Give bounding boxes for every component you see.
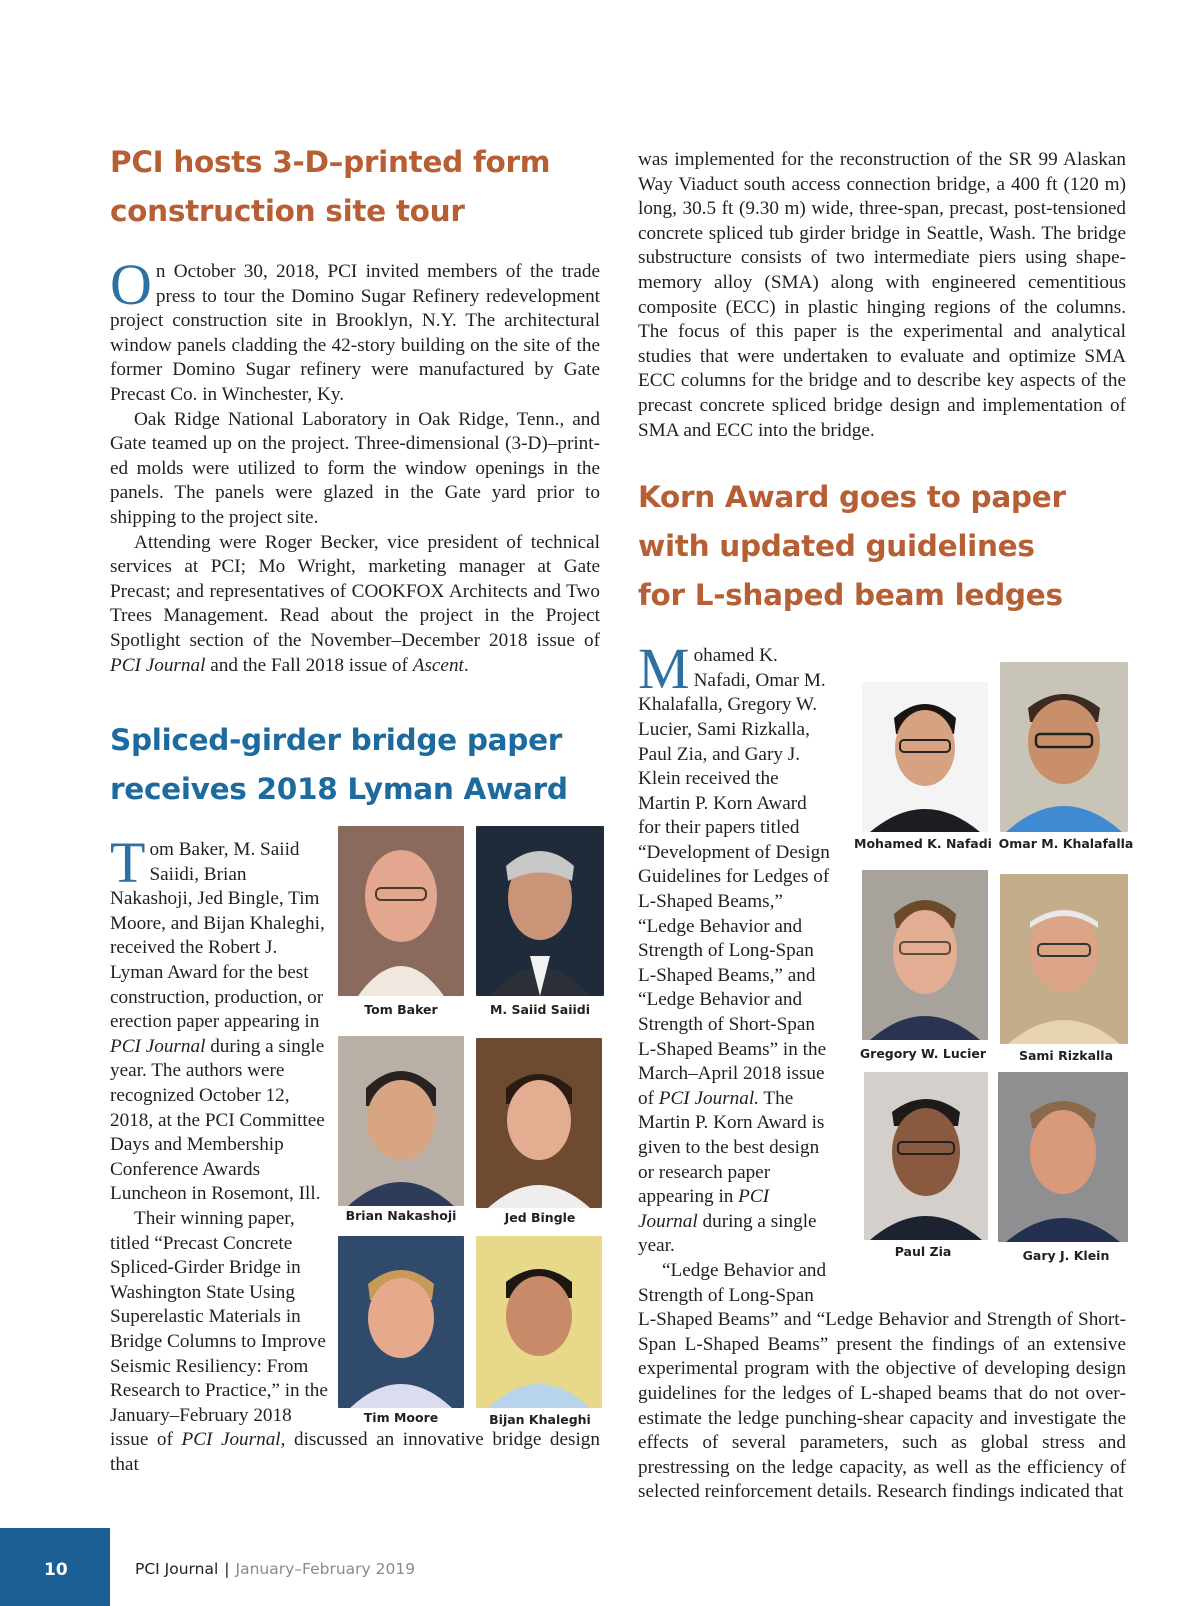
author-photo <box>338 1036 464 1206</box>
author-photo-card <box>994 662 1138 862</box>
journal-name: PCI Journal <box>110 1035 206 1057</box>
photo-caption: Gregory W. Lucier <box>859 1046 987 1061</box>
paragraph: ohamed K. Nafadi, Omar M. Khalafalla, Gregory W. Lucier, Sami Rizkalla, Paul Zia, and Gary J. Klein received the Martin P. Korn Award for their papers titled “Development of Design Guidelines for Ledges of L-Shaped Beams,” “Ledge Behavior and Strength of Long-Span L-Shaped Beams,” and “Ledge Behavior and Strength of Short-Span L-Shaped Beams” in the March–April 2018 issue of PCI Journal. The Martin P. Korn Award is given to the best design or research paper appearing in PCI Journal during a single year. <box>638 645 830 1257</box>
paragraph: Oak Ridge National Laboratory in Oak Ridge, Tenn., and Gate teamed up on the project. Three-dimensional (3-D)–printed molds were utilized to form the window openings in the panels. The panels were glazed in the Gate yard prior to shipping to the project site. <box>110 408 600 528</box>
photo-caption: Sami Rizkalla <box>1018 1048 1114 1063</box>
photo-caption: Jed Bingle <box>504 1210 576 1225</box>
author-photo-card <box>852 870 994 1070</box>
author-photo-card <box>852 1072 994 1274</box>
author-photo-card <box>336 1236 466 1432</box>
author-photo-card <box>336 826 466 1017</box>
title-line: receives 2018 Lyman Award <box>110 772 568 807</box>
article-3d-printed-tour <box>110 138 600 678</box>
photo-caption: Brian Nakashoji <box>345 1208 457 1223</box>
author-photo <box>476 826 604 996</box>
paragraph: issue of PCI Journal, discussed an innovative bridge design that <box>110 1429 600 1475</box>
author-photo <box>476 1236 602 1408</box>
author-photo-card <box>852 662 994 862</box>
author-photo-card <box>336 1036 466 1226</box>
title-line: Spliced-girder bridge paper <box>110 723 563 758</box>
photo-caption: Gary J. Klein <box>1022 1248 1110 1263</box>
title-line: construction site tour <box>110 194 465 228</box>
title-line: Korn Award goes to paper <box>638 480 1066 515</box>
journal-name: PCI Journal <box>638 1186 770 1232</box>
author-photo <box>1000 874 1128 1044</box>
running-footer <box>135 1560 415 1578</box>
journal-name: Ascent <box>412 654 464 676</box>
article-title <box>110 716 600 814</box>
photo-caption: Bijan Khaleghi <box>489 1412 591 1427</box>
footer-separator: | <box>224 1560 230 1578</box>
drop-cap: T <box>110 830 146 896</box>
paragraph: Attending were Roger Becker, vice president of technical services at PCI; Mo Wright, marketing manager at Gate Precast; and representatives of COOKFOX Architects and Two Trees Management. Read about the project in the Project Spotlight section of the November–December 2018 issue of PCI Journal and the Fall 2018 issue of Ascent. <box>110 531 600 676</box>
title-line: with updated guidelines <box>638 529 1035 564</box>
author-photo-card <box>472 1236 608 1432</box>
paragraph: om Baker, M. Saiid Saiidi, Brian Nakashoji, Jed Bingle, Tim Moore, and Bijan Khaleghi, received the Robert J. Lyman Award for the best construction, production, or erection paper appearing in PCI Journal during a single year. The authors were recognized October 12, 2018, at the PCI Committee Days and Membership Conference Awards Luncheon in Rosemont, Ill. <box>110 839 325 1205</box>
author-photo <box>338 826 464 996</box>
author-photo-card <box>472 1036 608 1226</box>
author-photo <box>862 682 988 832</box>
paragraph: Their winning paper, titled “Precast Concrete Spliced-Girder Bridge in Washington State Using Superelastic Materials in Bridge Columns to Improve Seismic Resiliency: From Research to Practice,” in the January–February 2018 <box>110 1208 328 1426</box>
photo-caption: Paul Zia <box>894 1244 952 1259</box>
journal-name: PCI Journal <box>181 1429 281 1451</box>
author-photo <box>998 1072 1128 1242</box>
title-line: for L-shaped beam ledges <box>638 578 1063 613</box>
journal-title: PCI Journal <box>135 1560 219 1578</box>
author-photo <box>1000 662 1128 832</box>
title-line: PCI hosts 3-D–printed form <box>110 145 551 179</box>
author-photo <box>862 870 988 1040</box>
page-number: 10 <box>44 1560 68 1580</box>
drop-cap: O <box>110 252 152 317</box>
author-photo <box>476 1038 602 1208</box>
paragraph: n October 30, 2018, PCI invited members of the trade press to tour the Domino Sugar Refinery redevelopment project construction site in Brooklyn, N.Y. The architectural window panels cladding the 42-story building on the site of the former Domino Sugar refinery were manufactured by Gate Precast Co. in Winchester, Ky. <box>110 261 600 405</box>
article-title <box>638 473 1126 620</box>
photo-caption: Mohamed K. Nafadi <box>854 836 992 851</box>
journal-name: PCI Journal. <box>658 1087 759 1109</box>
article-title <box>110 138 600 236</box>
continued-paragraph: was implemented for the reconstruction of the SR 99 Alaskan Way Viaduct south access connection bridge, a 400 ft (120 m) long, 30.5 ft (9.30 m) wide, three-span, precast, post-tensioned concrete spliced tub girder bridge in Seattle, Wash. The bridge substructure consists of two intermediate piers using shape-memory alloy (SMA) along with engineered cementitious composite (ECC) in plastic hinging regions of the columns. The focus of this paper is the experimental and analytical studies that were undertaken to evaluate and optimize SMA ECC columns for the bridge and to describe key aspects of the precast concrete spliced bridge design and implementation of SMA and ECC into the bridge. <box>638 149 1126 441</box>
photo-caption: M. Saiid Saiidi <box>489 1002 591 1017</box>
lyman-photo-grid <box>336 826 608 1436</box>
author-photo <box>864 1072 988 1240</box>
author-photo-card <box>994 1072 1138 1274</box>
issue-date: January–February 2019 <box>235 1560 416 1578</box>
author-photo-card <box>472 826 608 1017</box>
journal-name: PCI Journal <box>110 654 206 676</box>
photo-caption: Tom Baker <box>364 1002 438 1017</box>
paragraph: L-Shaped Beams” and “Ledge Behavior and Strength of Short-Span L-Shaped Beams” present the findings of an extensive experimental program with the objective of developing design guidelines for the ledges of L-shaped beams that do not overestimate the ledge punching-shear capacity and investigate the effects of several parameters, such as global stress and prestressing on the ledge capacity, as well as the efficiency of selected reinforcement details. Research findings indicated that <box>638 1309 1126 1503</box>
photo-caption: Omar M. Khalafalla <box>998 836 1134 851</box>
photo-caption: Tim Moore <box>363 1410 439 1425</box>
author-photo <box>338 1236 464 1408</box>
paragraph: “Ledge Behavior and Strength of Long-Span <box>638 1259 827 1306</box>
drop-cap: M <box>638 636 690 702</box>
korn-photo-grid <box>852 662 1138 1274</box>
author-photo-card <box>994 870 1138 1070</box>
